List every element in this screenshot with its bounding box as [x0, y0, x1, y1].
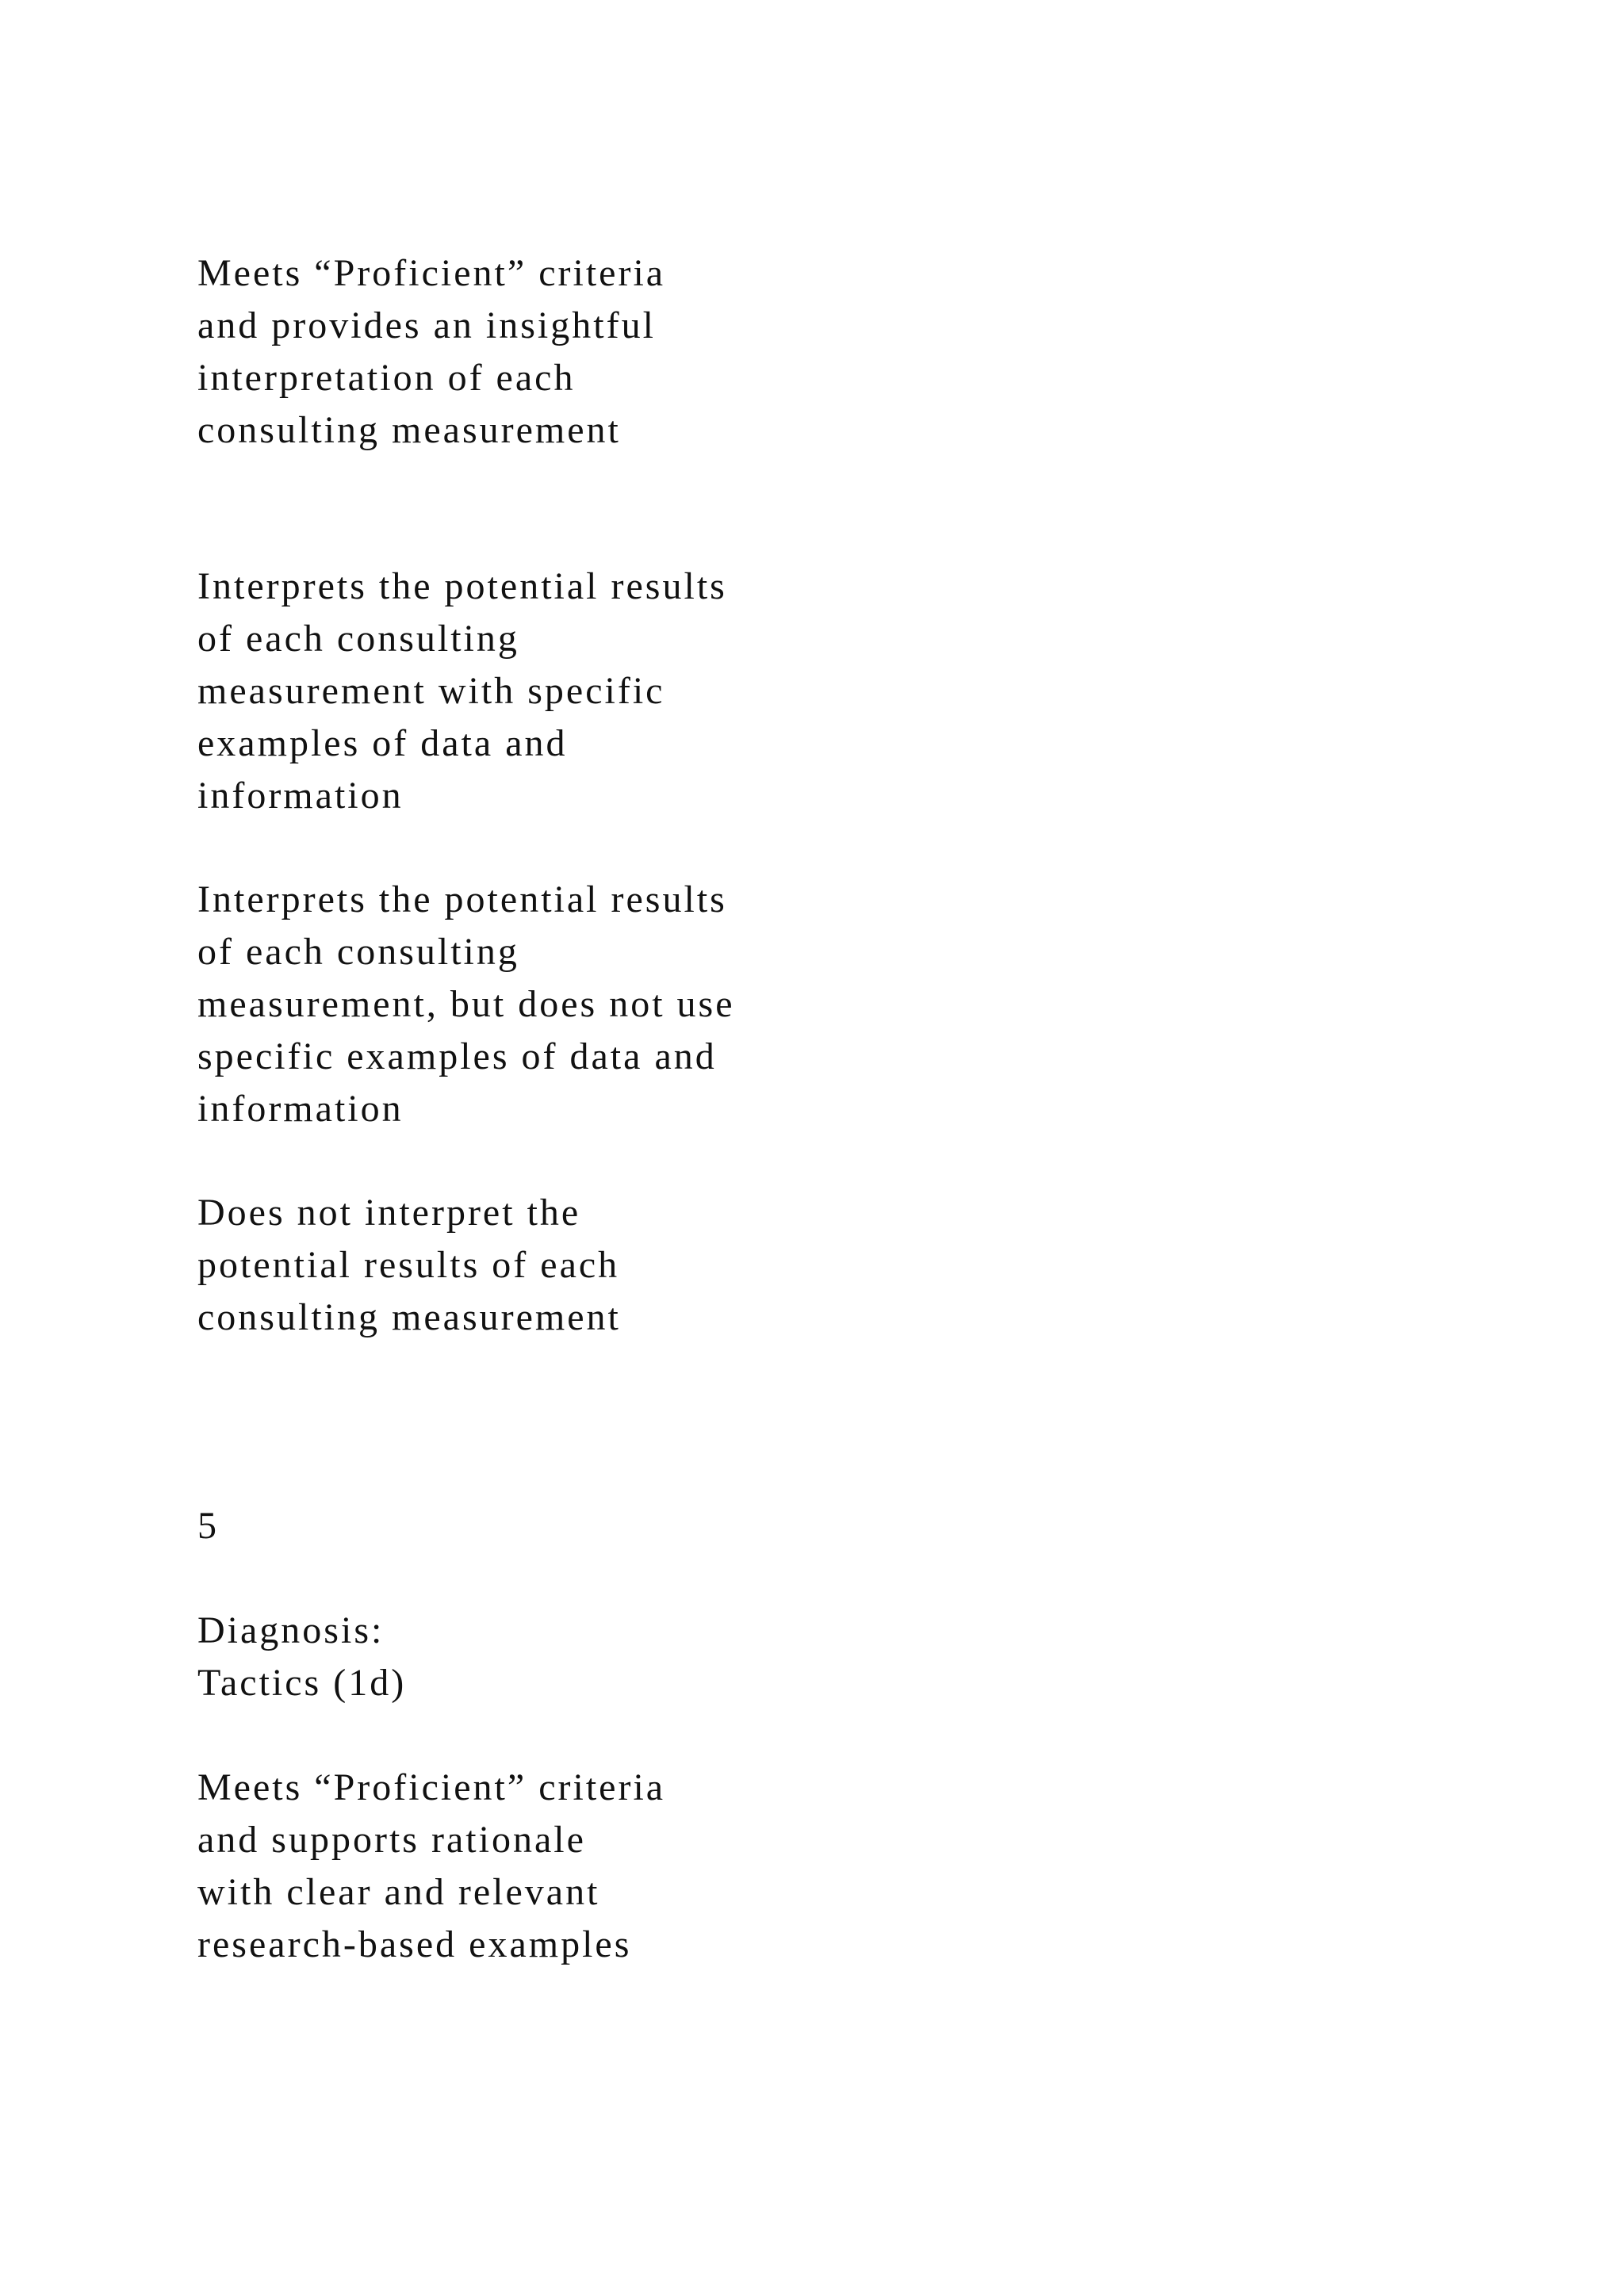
text-line: of each consulting — [197, 618, 519, 660]
proficient-criteria-paragraph — [197, 561, 727, 822]
needs-improvement-criteria-paragraph — [197, 874, 735, 1135]
criterion-heading — [197, 1605, 406, 1709]
exemplary-criteria-paragraph — [197, 247, 665, 457]
text-line: consulting measurement — [197, 1296, 621, 1338]
text-line: research-based examples — [197, 1923, 632, 1965]
text-line: Interprets the potential results — [197, 878, 727, 920]
text-line: Interprets the potential results — [197, 565, 727, 607]
not-evident-criteria-paragraph — [197, 1187, 621, 1344]
text-line: measurement with specific — [197, 670, 665, 712]
text-line: Diagnosis: — [197, 1609, 385, 1651]
text-line: Tactics (1d) — [197, 1662, 407, 1704]
text-line: interpretation of each — [197, 357, 576, 399]
text-line: and supports rationale — [197, 1819, 586, 1861]
text-line: specific examples of data and — [197, 1035, 717, 1077]
text-line: potential results of each — [197, 1244, 620, 1286]
text-line: Meets “Proficient” criteria — [197, 252, 666, 294]
text-line: 5 — [197, 1505, 219, 1547]
text-line: consulting measurement — [197, 409, 621, 451]
text-line: Meets “Proficient” criteria — [197, 1766, 666, 1808]
text-line: information — [197, 775, 404, 817]
text-line: measurement, but does not use — [197, 983, 735, 1025]
text-line: Does not interpret the — [197, 1192, 581, 1234]
text-line: examples of data and — [197, 722, 568, 764]
text-line: and provides an insightful — [197, 304, 656, 346]
point-value — [197, 1500, 219, 1552]
tactics-exemplary-paragraph — [197, 1762, 665, 1971]
text-line: of each consulting — [197, 931, 519, 973]
text-line: with clear and relevant — [197, 1871, 600, 1913]
text-line: information — [197, 1088, 404, 1130]
